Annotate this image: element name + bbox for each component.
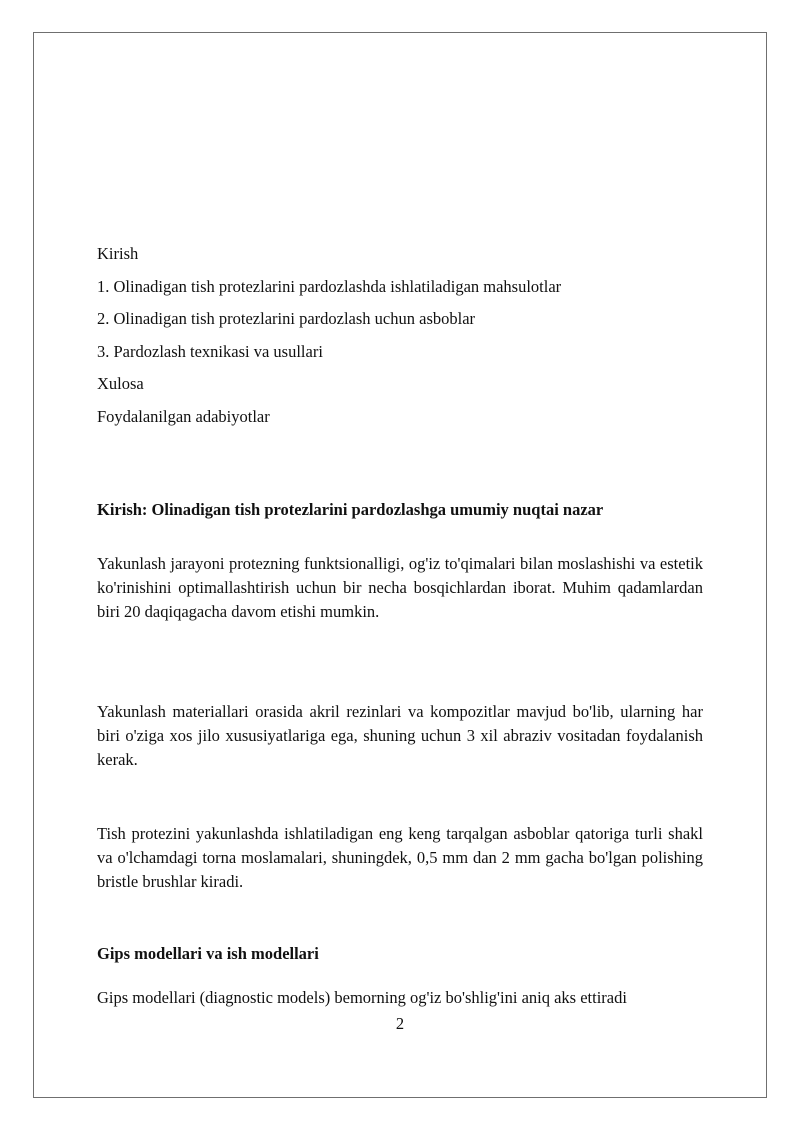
toc-item-references: Foydalanilgan adabiyotlar	[97, 406, 270, 426]
table-of-contents	[97, 242, 703, 437]
page-number: 2	[395, 1014, 405, 1033]
paragraph-gypsum-models: Gips modellari (diagnostic models) bemorning og'iz bo'shlig'ini aniq aks ettiradi	[97, 988, 627, 1007]
toc-item-techniques: 3. Pardozlash texnikasi va usullari	[97, 341, 323, 361]
toc-item-tools: 2. Olinadigan tish protezlarini pardozlash uchun asboblar	[97, 309, 476, 328]
section-heading-introduction: Kirish: Olinadigan tish protezlarini pardozlashga umumiy nuqtai nazar	[97, 500, 604, 519]
toc-item-conclusion: Xulosa	[97, 374, 144, 393]
paragraph-finishing-tools: Tish protezini yakunlashda ishlatiladigan eng keng tarqalgan asboblar qatoriga turli shakl va o'lchamdagi torna moslamalari, shuningdek, 0,5 mm dan 2 mm gacha bo'lgan polishing bristle brushlar kiradi.	[97, 824, 703, 891]
toc-item-products: 1. Olinadigan tish protezlarini pardozlashda ishlatiladigan mahsulotlar	[97, 276, 562, 296]
section-heading-gypsum-models: Gips modellari va ish modellari	[97, 944, 319, 963]
paragraph-finishing-materials: Yakunlash materiallari orasida akril rezinlari va kompozitlar mavjud bo'lib, ularning har biri o'ziga xos jilo xususiyatlariga ega, shuning uchun 3 xil abraziv vositadan foydalanish kerak.	[97, 702, 703, 769]
paragraph-finishing-process: Yakunlash jarayoni protezning funktsionalligi, og'iz to'qimalari bilan moslashishi va estetik ko'rinishini optimallashtirish uchun bir necha bosqichlardan iborat. Muhim qadamlardan biri 20 daqiqagacha davom etishi mumkin.	[97, 554, 703, 621]
toc-item-introduction: Kirish	[97, 244, 139, 263]
